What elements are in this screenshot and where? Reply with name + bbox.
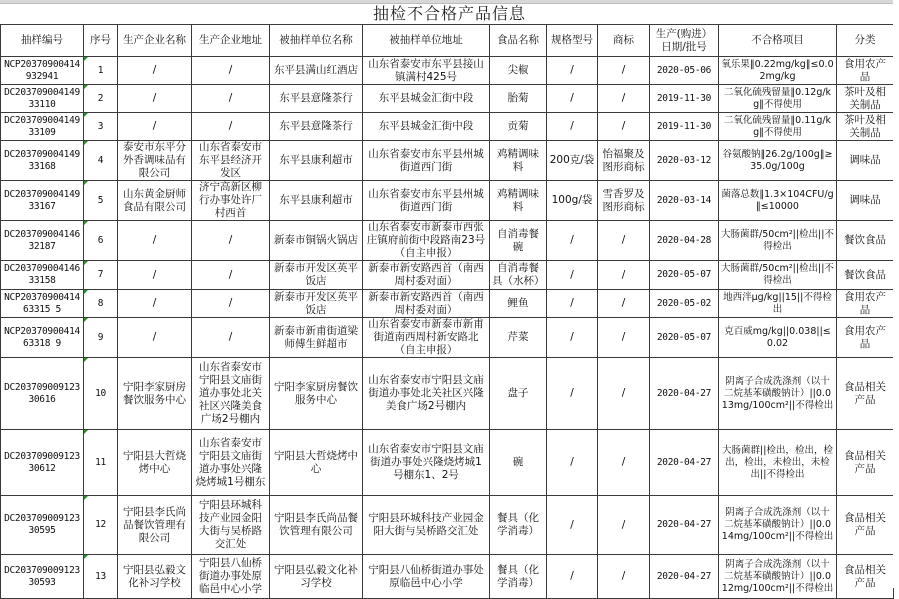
cell-seq[interactable]: 12 — [84, 496, 118, 555]
table-row — [1, 261, 894, 290]
cell-maker-addr[interactable]: / — [192, 261, 270, 290]
cell-food[interactable]: 尖椒 — [490, 57, 547, 85]
cell-sample-id[interactable]: DC20370900912330595 — [1, 496, 84, 555]
cell-spec[interactable]: / — [547, 290, 598, 318]
cell-unit[interactable]: 东平县意隆茶行 — [270, 85, 363, 113]
cell-date[interactable]: 2020-04-28 — [650, 221, 719, 261]
cell-item[interactable]: 大肠菌群/50cm²||检出||不得检出 — [719, 221, 837, 261]
cell-brand[interactable]: / — [598, 221, 650, 261]
cell-date[interactable]: 2020-03-14 — [650, 181, 719, 221]
cell-brand[interactable]: 雪香罗及图形商标 — [598, 181, 650, 221]
col-header-date[interactable]: 生产(购进）日期/批号 — [650, 25, 719, 57]
cell-maker[interactable]: / — [118, 113, 192, 141]
cell-spec[interactable]: / — [547, 430, 598, 496]
cell-maker[interactable]: / — [118, 57, 192, 85]
cell-food[interactable]: 胎菊 — [490, 85, 547, 113]
cell-unit[interactable]: 新泰市开发区英平饭店 — [270, 261, 363, 290]
col-header-maker-addr[interactable]: 生产企业地址 — [192, 25, 270, 57]
cell-spec[interactable]: / — [547, 555, 598, 599]
cell-seq[interactable]: 7 — [84, 261, 118, 290]
cell-unit-addr[interactable]: 山东省泰安市宁阳县文庙街道办事处兴隆烧烤城1号棚东1、2号 — [363, 430, 490, 496]
cell-category[interactable]: 食品相关产品 — [837, 358, 894, 430]
cell-spec[interactable]: / — [547, 318, 598, 358]
cell-sample-id[interactable]: DC20370900912330612 — [1, 430, 84, 496]
cell-unit-addr[interactable]: 山东省泰安市东平县州城街道西门街 — [363, 181, 490, 221]
cell-item[interactable]: 菌落总数‖1.3×104CFU/g‖≤10000 — [719, 181, 837, 221]
cell-maker-addr[interactable]: / — [192, 85, 270, 113]
table-row — [1, 57, 894, 85]
cell-category[interactable]: 食用农产品 — [837, 290, 894, 318]
col-header-unit-addr[interactable]: 被抽样单位地址 — [363, 25, 490, 57]
cell-food[interactable]: 自消毒餐碗 — [490, 221, 547, 261]
cell-food[interactable]: 餐具（化学消毒） — [490, 496, 547, 555]
cell-category[interactable]: 食品相关产品 — [837, 555, 894, 599]
cell-maker-addr[interactable]: 宁阳县环城科技产业园金阳大街与吴桥路交汇处 — [192, 496, 270, 555]
cell-category[interactable]: 调味品 — [837, 181, 894, 221]
table-row — [1, 555, 894, 599]
cell-unit-addr[interactable]: 宁阳县环城科技产业园金阳大街与吴桥路交汇处 — [363, 496, 490, 555]
cell-unit-addr[interactable]: 新泰市新安路西首（南西周村委对面） — [363, 261, 490, 290]
cell-seq[interactable]: 3 — [84, 113, 118, 141]
cell-date[interactable]: 2020-05-07 — [650, 261, 719, 290]
cell-item[interactable]: 谷氨酸钠‖26.2g/100g‖≥35.0g/100g — [719, 141, 837, 181]
col-header-sample-id[interactable]: 抽样编号 — [1, 25, 84, 57]
col-header-unit[interactable]: 被抽样单位名称 — [270, 25, 363, 57]
cell-maker[interactable]: 宁阳县大哲烧烤中心 — [118, 430, 192, 496]
col-header-food[interactable]: 食品名称 — [490, 25, 547, 57]
cell-food[interactable]: 贡菊 — [490, 113, 547, 141]
cell-food[interactable]: 鸡精调味料 — [490, 141, 547, 181]
cell-seq[interactable]: 11 — [84, 430, 118, 496]
cell-maker[interactable]: 宁阳县李氏尚品餐饮管理有限公司 — [118, 496, 192, 555]
cell-seq[interactable]: 13 — [84, 555, 118, 599]
col-header-item[interactable]: 不合格项目 — [719, 25, 837, 57]
nonconforming-products-table — [0, 24, 894, 599]
cell-sample-id[interactable]: NCP20370900414932941 — [1, 57, 84, 85]
cell-maker[interactable]: 宁阳李家厨房餐饮服务中心 — [118, 358, 192, 430]
cell-maker-addr[interactable]: / — [192, 318, 270, 358]
cell-maker-addr[interactable]: 山东省泰安市宁阳县文庙街道办事处北关社区兴隆美食广场2号棚内 — [192, 358, 270, 430]
table-row — [1, 141, 894, 181]
cell-unit[interactable]: 东平县满山红酒店 — [270, 57, 363, 85]
cell-brand[interactable]: 怡福聚及图形商标 — [598, 141, 650, 181]
cell-spec[interactable]: / — [547, 113, 598, 141]
cell-maker-addr[interactable]: / — [192, 221, 270, 261]
cell-spec[interactable]: / — [547, 85, 598, 113]
table-row — [1, 290, 894, 318]
cell-category[interactable]: 调味品 — [837, 141, 894, 181]
cell-maker-addr[interactable]: 济宁高新区柳行办事处许厂村西首 — [192, 181, 270, 221]
cell-seq[interactable]: 9 — [84, 318, 118, 358]
cell-maker-addr[interactable]: / — [192, 290, 270, 318]
cell-seq[interactable]: 5 — [84, 181, 118, 221]
cell-unit-addr[interactable]: 宁阳县八仙桥街道办事处原临邑中心小学 — [363, 555, 490, 599]
cell-unit-addr[interactable]: 东平县城金汇街中段 — [363, 85, 490, 113]
col-header-seq[interactable]: 序号 — [84, 25, 118, 57]
cell-category[interactable]: 食用农产品 — [837, 57, 894, 85]
sheet-right-margin — [893, 0, 899, 588]
col-header-spec[interactable]: 规格型号 — [547, 25, 598, 57]
table-row — [1, 85, 894, 113]
cell-item[interactable]: 阴离子合成洗涤剂（以十二烷基苯磺酸钠计）||0.014mg/100cm²||不得检出 — [719, 496, 837, 555]
cell-unit-addr[interactable]: 山东省泰安市东平县接山镇满村425号 — [363, 57, 490, 85]
cell-maker[interactable]: / — [118, 318, 192, 358]
cell-date[interactable]: 2020-05-06 — [650, 57, 719, 85]
cell-sample-id[interactable]: DC20370900414933167 — [1, 181, 84, 221]
cell-seq[interactable]: 6 — [84, 221, 118, 261]
cell-brand[interactable]: / — [598, 290, 650, 318]
cell-spec[interactable]: / — [547, 221, 598, 261]
table-row — [1, 358, 894, 430]
sheet-title: 抽检不合格产品信息 — [372, 4, 526, 23]
cell-unit[interactable]: 宁阳县大哲烧烤中心 — [270, 430, 363, 496]
cell-food[interactable]: 鲤鱼 — [490, 290, 547, 318]
col-header-brand[interactable]: 商标 — [598, 25, 650, 57]
cell-unit[interactable]: 宁阳李家厨房餐饮服务中心 — [270, 358, 363, 430]
cell-item[interactable]: 阴离子合成洗涤剂（以十二烷基苯磺酸钠计）||0.013mg/100cm²||不得检出 — [719, 358, 837, 430]
cell-unit[interactable]: 新泰市开发区英平饭店 — [270, 290, 363, 318]
cell-unit-addr[interactable]: 山东省泰安市宁阳县文庙街道办事处北关社区兴隆美食广场2号棚内 — [363, 358, 490, 430]
cell-spec[interactable]: / — [547, 261, 598, 290]
cell-sample-id[interactable]: DC20370900414633158 — [1, 261, 84, 290]
cell-sample-id[interactable]: DC20370900912330616 — [1, 358, 84, 430]
cell-unit[interactable]: 新泰市新甫街道梁师傅生鲜超市 — [270, 318, 363, 358]
cell-unit-addr[interactable]: 新泰市新安路西首（南西周村委对面） — [363, 290, 490, 318]
table-row — [1, 181, 894, 221]
cell-date[interactable]: 2020-05-07 — [650, 318, 719, 358]
cell-sample-id[interactable]: DC20370900912330593 — [1, 555, 84, 599]
cell-maker-addr[interactable]: 山东省泰安市宁阳县文庙街道办事处兴隆烧烤城1号棚东 — [192, 430, 270, 496]
cell-brand[interactable]: / — [598, 57, 650, 85]
cell-item[interactable]: 氧乐果‖0.22mg/kg‖≤0.02mg/kg — [719, 57, 837, 85]
cell-food[interactable]: 碗 — [490, 430, 547, 496]
cell-sample-id[interactable]: DC20370900414933110 — [1, 85, 84, 113]
cell-seq[interactable]: 10 — [84, 358, 118, 430]
cell-maker[interactable]: / — [118, 261, 192, 290]
cell-item[interactable]: 二氧化硫残留量‖0.12g/kg‖不得使用 — [719, 85, 837, 113]
cell-date[interactable]: 2020-04-27 — [650, 430, 719, 496]
col-header-maker[interactable]: 生产企业名称 — [118, 25, 192, 57]
cell-food[interactable]: 餐具（化学消毒） — [490, 555, 547, 599]
cell-brand[interactable]: / — [598, 85, 650, 113]
cell-maker-addr[interactable]: / — [192, 113, 270, 141]
cell-spec[interactable]: 200克/袋 — [547, 141, 598, 181]
cell-item[interactable]: 大肠菌群/50cm²||检出||不得检出 — [719, 261, 837, 290]
cell-maker[interactable]: / — [118, 290, 192, 318]
cell-seq[interactable]: 2 — [84, 85, 118, 113]
cell-unit[interactable]: 东平县意隆茶行 — [270, 113, 363, 141]
cell-maker-addr[interactable]: 山东省泰安市东平县经济开发区 — [192, 141, 270, 181]
col-header-category[interactable]: 分类 — [837, 25, 894, 57]
cell-date[interactable]: 2020-04-27 — [650, 555, 719, 599]
cell-unit-addr[interactable]: 山东省泰安市新泰市新甫街道南西周村新安路北（自主申报） — [363, 318, 490, 358]
cell-sample-id[interactable]: DC20370900414933109 — [1, 113, 84, 141]
cell-brand[interactable]: / — [598, 113, 650, 141]
cell-date[interactable]: 2020-04-27 — [650, 358, 719, 430]
cell-brand[interactable]: / — [598, 555, 650, 599]
cell-date[interactable]: 2020-04-27 — [650, 496, 719, 555]
cell-unit-addr[interactable]: 山东省泰安市东平县州城街道西门街 — [363, 141, 490, 181]
cell-spec[interactable]: / — [547, 57, 598, 85]
cell-date[interactable]: 2020-05-02 — [650, 290, 719, 318]
cell-brand[interactable]: / — [598, 318, 650, 358]
cell-seq[interactable]: 8 — [84, 290, 118, 318]
cell-food[interactable]: 鸡精调味料 — [490, 181, 547, 221]
table-row — [1, 496, 894, 555]
cell-sample-id[interactable]: DC20370900414632187 — [1, 221, 84, 261]
cell-item[interactable]: 大肠菌群||检出，检出，检出，检出，未检出，未检出||不得检出 — [719, 430, 837, 496]
cell-unit-addr[interactable]: 东平县城金汇街中段 — [363, 113, 490, 141]
cell-food[interactable]: 自消毒餐具（水杯） — [490, 261, 547, 290]
cell-maker-addr[interactable]: 宁阳县八仙桥街道办事处原临邑中心小学 — [192, 555, 270, 599]
table-row — [1, 113, 894, 141]
cell-maker[interactable]: / — [118, 221, 192, 261]
cell-maker-addr[interactable]: / — [192, 57, 270, 85]
cell-item[interactable]: 地西泮μg/kg||15||不得检出 — [719, 290, 837, 318]
cell-unit-addr[interactable]: 山东省泰安市新泰市西张庄镇府前街中段路南23号（自主申报） — [363, 221, 490, 261]
header-row — [1, 25, 894, 57]
cell-item[interactable]: 克百威mg/kg||0.038||≤0.02 — [719, 318, 837, 358]
cell-food[interactable]: 盘子 — [490, 358, 547, 430]
cell-unit[interactable]: 东平县康利超市 — [270, 141, 363, 181]
cell-maker[interactable]: 山东黄金厨师食品有限公司 — [118, 181, 192, 221]
cell-food[interactable]: 芹菜 — [490, 318, 547, 358]
cell-brand[interactable]: / — [598, 358, 650, 430]
cell-unit[interactable]: 东平县康利超市 — [270, 181, 363, 221]
cell-seq[interactable]: 1 — [84, 57, 118, 85]
cell-sample-id[interactable]: DC20370900414933168 — [1, 141, 84, 181]
cell-category[interactable]: 食用农产品 — [837, 318, 894, 358]
table-row — [1, 221, 894, 261]
cell-unit[interactable]: 新泰市铜锅火锅店 — [270, 221, 363, 261]
cell-maker[interactable]: / — [118, 85, 192, 113]
cell-spec[interactable]: / — [547, 496, 598, 555]
cell-category[interactable]: 茶叶及相关制品 — [837, 85, 894, 113]
cell-unit[interactable]: 宁阳县李氏尚品餐饮管理有限公司 — [270, 496, 363, 555]
cell-category[interactable]: 餐饮食品 — [837, 221, 894, 261]
cell-maker[interactable]: 宁阳县弘毅文化补习学校 — [118, 555, 192, 599]
cell-category[interactable]: 茶叶及相关制品 — [837, 113, 894, 141]
cell-category[interactable]: 餐饮食品 — [837, 261, 894, 290]
cell-category[interactable]: 食品相关产品 — [837, 430, 894, 496]
cell-seq[interactable]: 4 — [84, 141, 118, 181]
cell-sample-id[interactable]: NCP2037090041463318 9 — [1, 318, 84, 358]
cell-brand[interactable]: / — [598, 261, 650, 290]
cell-item[interactable]: 二氧化硫残留量‖0.11g/kg‖不得使用 — [719, 113, 837, 141]
cell-unit[interactable]: 宁阳县弘毅文化补习学校 — [270, 555, 363, 599]
cell-date[interactable]: 2019-11-30 — [650, 85, 719, 113]
table-row — [1, 430, 894, 496]
cell-spec[interactable]: 100g/袋 — [547, 181, 598, 221]
cell-brand[interactable]: / — [598, 430, 650, 496]
cell-date[interactable]: 2019-11-30 — [650, 113, 719, 141]
cell-sample-id[interactable]: NCP2037090041463315 5 — [1, 290, 84, 318]
cell-spec[interactable]: / — [547, 358, 598, 430]
cell-category[interactable]: 食品相关产品 — [837, 496, 894, 555]
cell-item[interactable]: 阴离子合成洗涤剂（以十二烷基苯磺酸钠计）||0.012mg/100cm²||不得检出 — [719, 555, 837, 599]
cell-date[interactable]: 2020-03-12 — [650, 141, 719, 181]
cell-brand[interactable]: / — [598, 496, 650, 555]
cell-maker[interactable]: 泰安市东平分外香调味品有限公司 — [118, 141, 192, 181]
table-row — [1, 318, 894, 358]
